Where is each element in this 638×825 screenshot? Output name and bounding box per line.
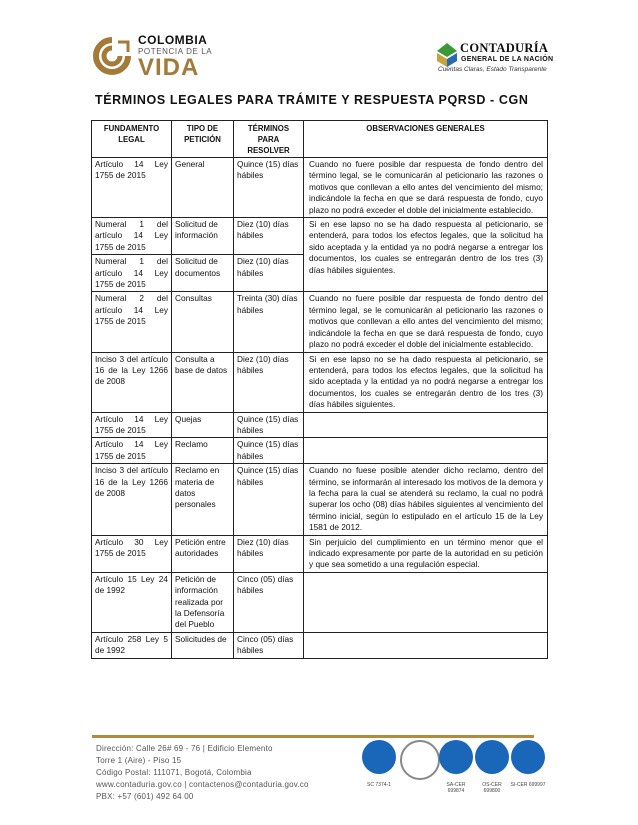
footer-address: Dirección: Calle 26# 69 - 76 | Edificio Elemento <box>96 744 273 753</box>
footer-postal: Código Postal: 111071, Bogotá, Colombia <box>96 768 252 777</box>
cell-tipo: Reclamo en materia de datos personales <box>172 464 234 535</box>
cell-tipo: Solicitud de información <box>172 218 234 255</box>
cell-tipo: Petición de información realizada por la Defensoría del Pueblo <box>172 572 234 632</box>
cell-observaciones: Cuando no fuere posible dar respuesta de fondo dentro del término legal, se le comunicarán al peticionario las razones o motivos que conllevan a ello antes del vencimiento del mismo; indicándole la fecha en que se dará respuesta de fondo, cuyo plazo no podrá exceder el doble del inicialmente establecido. <box>304 158 548 218</box>
cell-observaciones: Cuando no fuere posible dar respuesta de fondo dentro del término legal, se le comunicarán al peticionario las razones o motivos que conllevan a ello antes del vencimiento del mismo; indicándole la fecha en que se dará respuesta de fondo, cuyo plazo no podrá exceder el doble del inicialmente establecido. <box>304 292 548 352</box>
header-observaciones: OBSERVACIONES GENERALES <box>304 121 548 158</box>
table-row <box>92 535 548 572</box>
cell-observaciones: Sin perjuicio del cumplimiento en un término menor que el indicado expresamente por parte de la autoridad en su petición y que sea sometido a una regulación especial. <box>304 535 548 572</box>
cell-observaciones <box>304 412 548 438</box>
colombia-logo-line1: COLOMBIA <box>138 33 208 47</box>
colombia-logo-line3: VIDA <box>138 54 200 81</box>
cell-observaciones: Si en ese lapso no se ha dado respuesta al peticionario, se entenderá, para todos los efectos legales, que la solicitud ha sido aceptada y la entidad ya no podrá negarse a entregar los documentos, los cuales se entregarán dentro de los tres (3) días hábiles siguientes. <box>304 218 548 292</box>
cell-terminos: Diez (10) días hábiles <box>234 218 304 255</box>
icontec-certification-seal <box>362 740 396 774</box>
cell-tipo: Consultas <box>172 292 234 352</box>
cell-fundamento: Numeral 1 del artículo 14 Ley 1755 de 2015 <box>92 218 172 255</box>
table-row <box>92 464 548 535</box>
cell-terminos: Quince (15) días hábiles <box>234 438 304 464</box>
header-fundamento: FUNDAMENTO LEGAL <box>92 121 172 158</box>
cell-tipo: Quejas <box>172 412 234 438</box>
cell-fundamento: Numeral 1 del artículo 14 Ley 1755 de 2015 <box>92 255 172 292</box>
cell-tipo: Petición entre autoridades <box>172 535 234 572</box>
seal-code: SA-CER 699874 <box>446 782 466 794</box>
document-title: TÉRMINOS LEGALES PARA TRÁMITE Y RESPUESTA PQRSD - CGN <box>95 93 529 107</box>
cell-fundamento: Numeral 2 del artículo 14 Ley 1755 de 2015 <box>92 292 172 352</box>
footer-phone: PBX: +57 (601) 492 64 00 <box>96 792 194 801</box>
cell-fundamento: Inciso 3 del artículo 16 de la Ley 1266 de 2008 <box>92 464 172 535</box>
colombia-potencia-de-la-vida-logo <box>92 36 132 76</box>
cell-observaciones: Si en ese lapso no se ha dado respuesta al peticionario, se entenderá, para todos los efectos legales, que la solicitud ha sido aceptada y la entidad ya no podrá negarse a entregar los documentos, los cuales se entregarán dentro de los tres (3) días hábiles siguientes. <box>304 352 548 412</box>
iqnet-certification-seal <box>400 740 440 780</box>
cgn-logo-name: CONTADURÍA <box>460 41 549 55</box>
table-row <box>92 412 548 438</box>
cell-tipo: General <box>172 158 234 218</box>
cell-fundamento: Inciso 3 del artículo 16 de la Ley 1266 de 2008 <box>92 352 172 412</box>
colombia-logo-line2: POTENCIA DE LA <box>138 47 213 56</box>
table-row <box>92 292 548 352</box>
cell-terminos: Quince (15) días hábiles <box>234 158 304 218</box>
cell-terminos: Diez (10) días hábiles <box>234 255 304 292</box>
cell-terminos: Diez (10) días hábiles <box>234 352 304 412</box>
table-row <box>92 352 548 412</box>
cell-tipo: Solicitudes de <box>172 632 234 658</box>
footer-divider <box>92 735 534 738</box>
cgn-logo-sub: GENERAL DE LA NACIÓN <box>461 56 554 63</box>
table-row <box>92 632 548 658</box>
cgn-logo-slogan: Cuentas Claras, Estado Transparente <box>438 66 547 73</box>
table-row <box>92 438 548 464</box>
cell-tipo: Reclamo <box>172 438 234 464</box>
legal-terms-table <box>91 120 548 659</box>
table-row <box>92 218 548 255</box>
cell-observaciones: Cuando no fuese posible atender dicho reclamo, dentro del término, se informarán al interesado los motivos de la demora y la fecha para la cual se atenderá su reclamo, la cual no podrá superar los ocho (08) días hábiles siguientes al vencimiento del término inicial, según lo estipulado en el artículo 15 de la Ley 1581 de 2012. <box>304 464 548 535</box>
cell-fundamento: Artículo 14 Ley 1755 de 2015 <box>92 438 172 464</box>
cell-terminos: Cinco (05) días hábiles <box>234 632 304 658</box>
header-tipo: TIPO DE PETICIÓN <box>172 121 234 158</box>
cell-terminos: Quince (15) días hábiles <box>234 412 304 438</box>
cell-observaciones <box>304 438 548 464</box>
contaduria-logo-icon <box>437 43 457 67</box>
cell-terminos: Cinco (05) días hábiles <box>234 572 304 632</box>
icontec-certification-seal <box>511 740 545 774</box>
cell-terminos: Quince (15) días hábiles <box>234 464 304 535</box>
cell-fundamento: Artículo 15 Ley 24 de 1992 <box>92 572 172 632</box>
cell-terminos: Treinta (30) días hábiles <box>234 292 304 352</box>
cell-observaciones <box>304 632 548 658</box>
cell-observaciones <box>304 572 548 632</box>
table-row <box>92 158 548 218</box>
cell-fundamento: Artículo 30 Ley 1755 de 2015 <box>92 535 172 572</box>
icontec-certification-seal <box>475 740 509 774</box>
cell-tipo: Solicitud de documentos <box>172 255 234 292</box>
seal-code: SI-CER 699997 <box>510 782 546 788</box>
cell-tipo: Consulta a base de datos <box>172 352 234 412</box>
table-row <box>92 572 548 632</box>
header-terminos: TÉRMINOS PARA RESOLVER <box>234 121 304 158</box>
footer-tower: Torre 1 (Aire) - Piso 15 <box>96 756 182 765</box>
seal-code: OS-CER 699800 <box>482 782 502 794</box>
cell-fundamento: Artículo 258 Ley 5 de 1992 <box>92 632 172 658</box>
cell-fundamento: Artículo 14 Ley 1755 de 2015 <box>92 412 172 438</box>
cell-terminos: Diez (10) días hábiles <box>234 535 304 572</box>
table-header-row <box>92 121 548 158</box>
seal-code: SC 7374-1 <box>367 782 391 788</box>
icontec-certification-seal <box>439 740 473 774</box>
cell-fundamento: Artículo 14 Ley 1755 de 2015 <box>92 158 172 218</box>
footer-web-email[interactable]: www.contaduria.gov.co | contactenos@contaduria.gov.co <box>96 780 309 789</box>
